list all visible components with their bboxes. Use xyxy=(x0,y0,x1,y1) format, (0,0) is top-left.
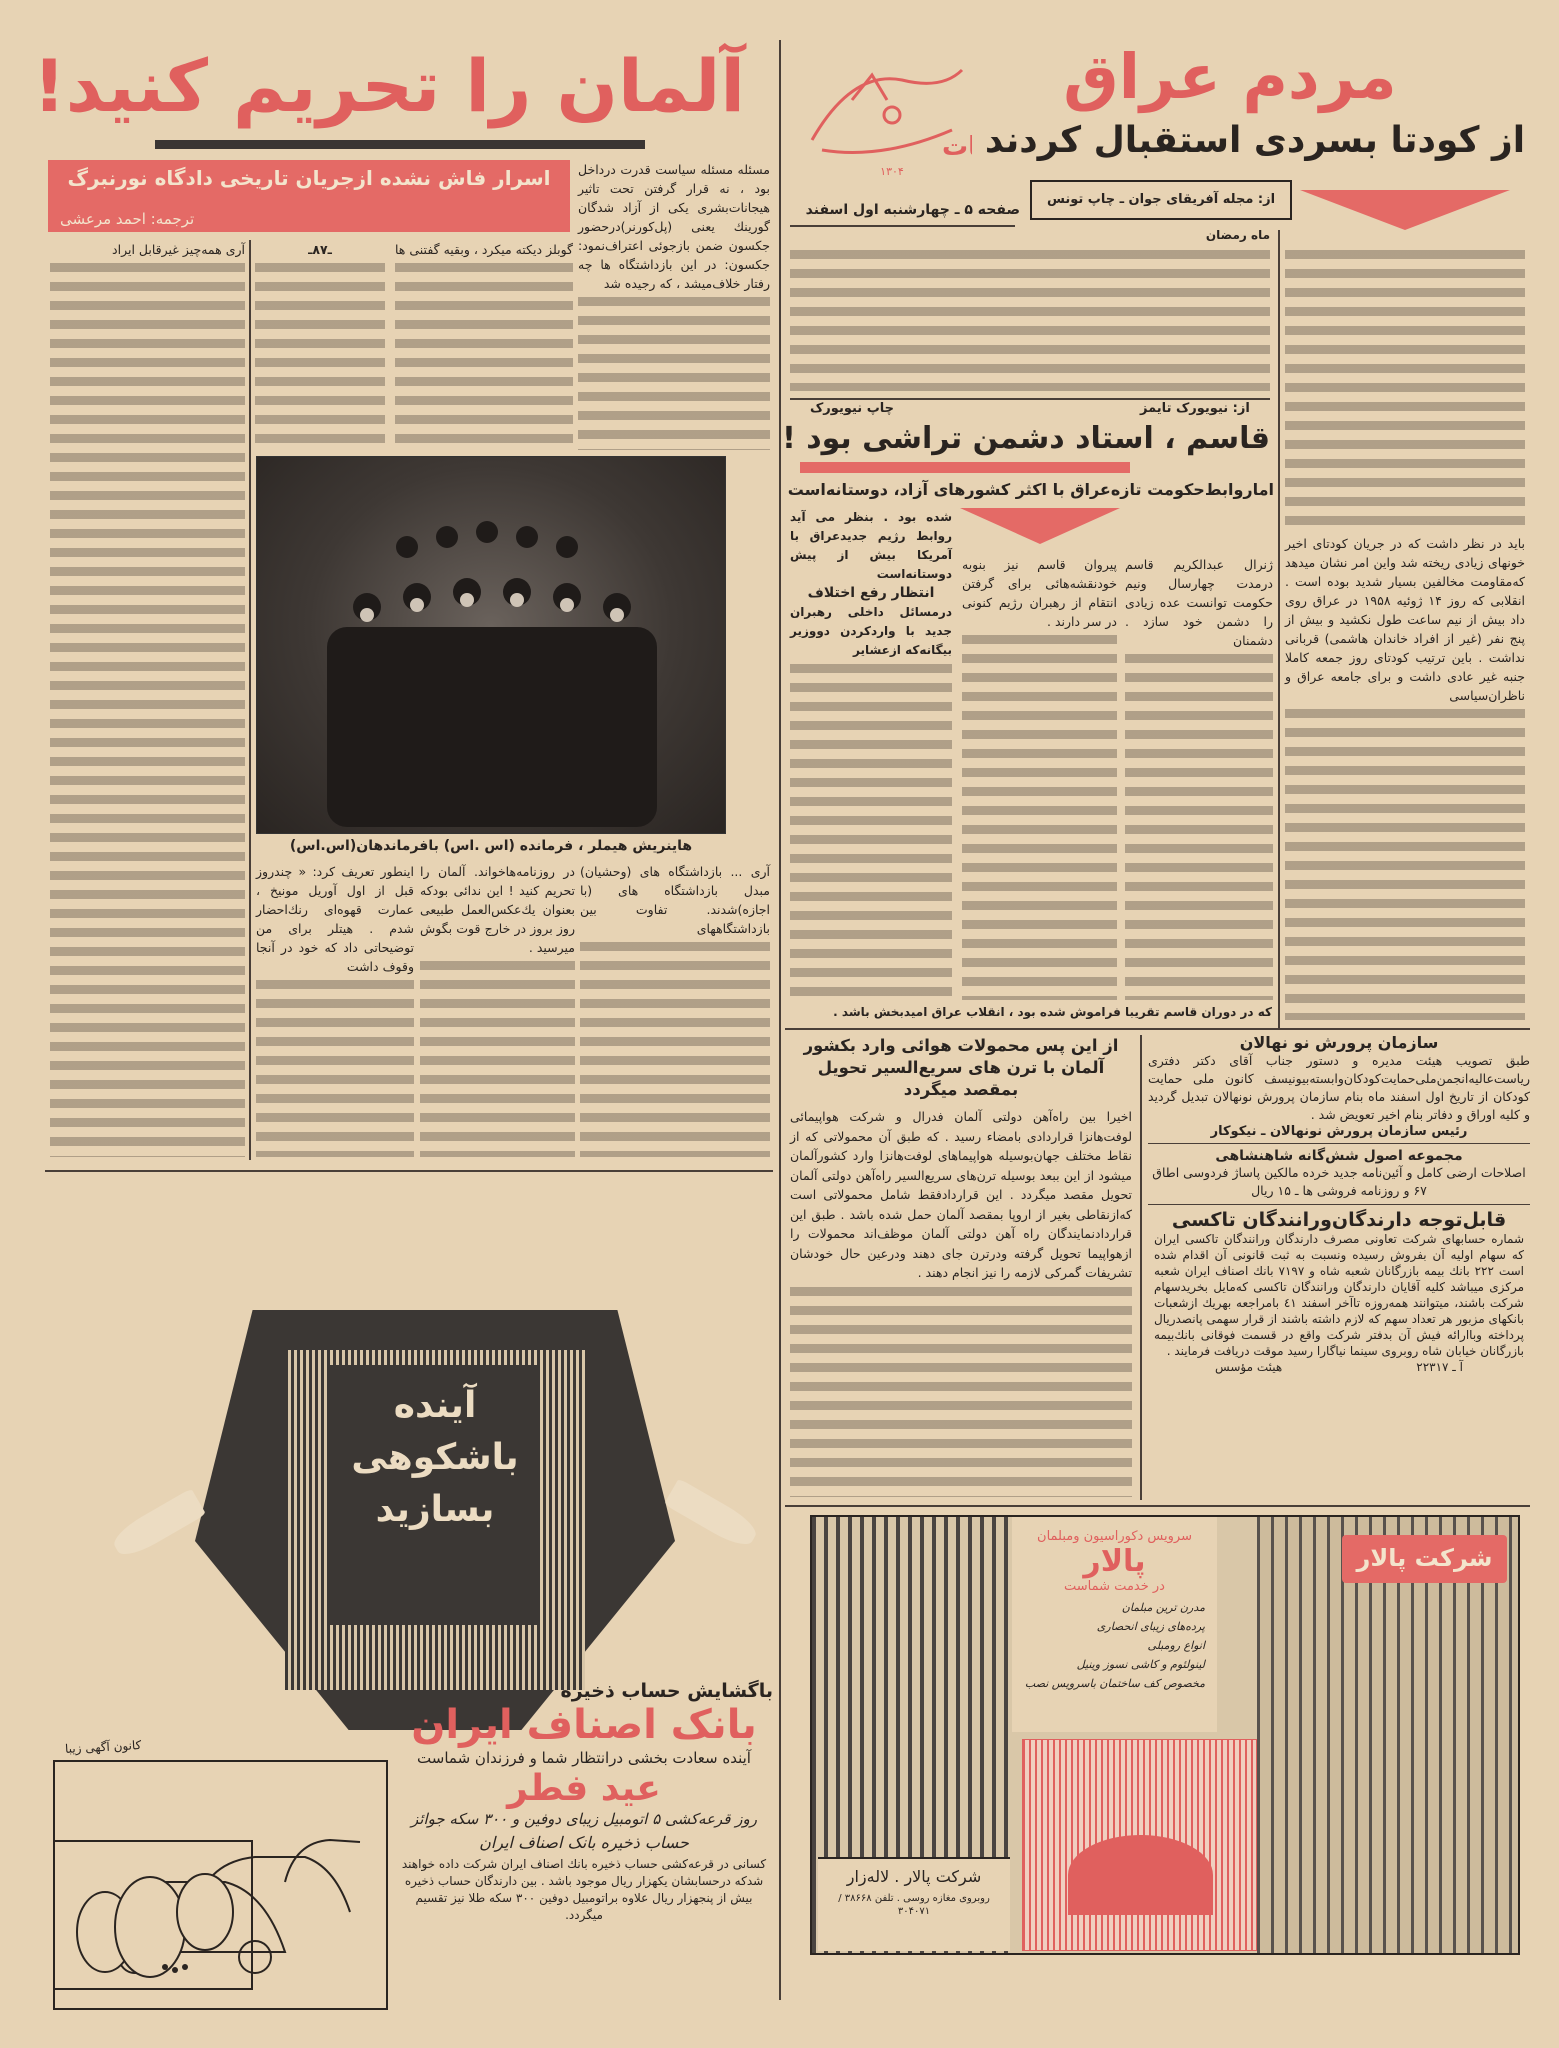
section-rule xyxy=(785,1505,1530,1507)
story-col3-subhead: انتظار رفع اختلاف xyxy=(807,585,935,601)
text-column-texture xyxy=(255,263,385,450)
article-col-2: گوبلز دیکته میکرد ، وبقیه گفتنی ها xyxy=(394,242,573,257)
text-column-texture xyxy=(256,980,414,1157)
notice-footer xyxy=(1148,1359,1530,1375)
notices-column xyxy=(1148,1033,1530,1375)
notice-nonahalan xyxy=(1148,1033,1530,1144)
cargo-headline: از این پس محمولات هوائی وارد بکشور آلمان با ترن های سریع‌السیر تحویل بمقصد میگردد xyxy=(803,1036,1119,1099)
caption-col-3-wrap xyxy=(256,862,414,1157)
story-subheadline: اماروابط‌حکومت تازه‌عراق با اکثر کشورهای آزاد، دوستانه‌است xyxy=(787,480,1274,499)
eid-fitr-title: عید فطر xyxy=(507,1768,661,1809)
article-col-3: آری همه‌چیز غیرقابل ایراد xyxy=(112,242,245,257)
text-column-texture xyxy=(50,263,245,1157)
ss-officers-photo xyxy=(256,456,726,834)
palar-address: روبروی مغازه روسی . تلفن ۳۸۶۶۸ / ۳۰۴۰۷۱ xyxy=(838,1893,990,1917)
money-bags-illustration xyxy=(53,1840,253,1990)
text-column-texture xyxy=(1125,654,1273,1000)
phone: ۳۰۴۰۷۱ xyxy=(897,1906,931,1917)
notice-text: اصلاحات ارضی کامل و آئین‌نامه جدید خرده مالکین پاساژ فردوسی اطاق ۶۷ و روزنامه فروشی ها ـ ۱۵ ریال xyxy=(1152,1165,1526,1198)
story-col-1-wrap xyxy=(1125,555,1273,1000)
notice-title: قابل‌توجه دارندگان‌ورانندگان تاکسی xyxy=(1171,1209,1507,1231)
palar-banner: شرکت پالار xyxy=(1342,1535,1507,1583)
article-col-1: مسئله مسئله سیاست قدرت درداخل بود ، نه قرار گرفتن تحت تاثیر هیجانات‌بشری یکی از آزاد شدگان گورینك یعنی (پل‌کورنر)درحضور جکسون ضمن بازجوئی اعتراف‌نمود: جکسون: در این بازداشتگاه ها چه رفتار خلاف‌میشد ، که رجیده شد xyxy=(578,162,770,291)
palar-item: مدرن ترین مبلمان xyxy=(1121,1601,1205,1614)
right-col-text: باید در نظر داشت که در جریان کودتای اخیر خونهای زیادی ریخته شد واین امر نشان میدهد که‌مقاومت مخالفین بسیار شدید بوده است . انقلابی که روز ۱۴ ژوئیه ۱۹۵۸ در عراق روی داد بیش از نیم ساعت طول نکشید و بیش از پنج نفر (غیر از افراد خاندان هاشمی) قربانی نداشت . باین ترتیب کودتای روز جمعه کاملا جنبه غیر عادی داشت و برای جامعه عراق و ناظران‌سیاسی xyxy=(1285,536,1525,703)
palar-item: مخصوص کف ساختمان باسرویس نصب xyxy=(1024,1677,1205,1690)
account-name: حساب ذخیره بانک اصناف ایران xyxy=(479,1833,689,1852)
text-column-texture xyxy=(580,942,770,1157)
hand-left-icon xyxy=(109,1488,206,1561)
notice-signature: رئیس سازمان پرورش نونهالان ـ نیکوکار xyxy=(1210,1124,1468,1139)
text-column-texture xyxy=(578,297,770,450)
nyt-print: چاپ نیویورک xyxy=(810,401,895,416)
slogan-line: بسازید xyxy=(375,1489,495,1530)
palar-text-panel xyxy=(1012,1517,1217,1732)
red-bar xyxy=(800,462,1130,473)
story-col3-text: درمسائل داخلی رهبران جدید با واردکردن دووزیر بیگانه‌که ازعشایر xyxy=(790,605,952,657)
palar-company: شرکت پالار . لاله‌زار xyxy=(846,1867,982,1886)
page-date: صفحه ۵ ـ چهارشنبه اول اسفند xyxy=(805,202,1020,218)
palar-at-service: در خدمت شماست xyxy=(1064,1579,1165,1594)
notice-text: شماره حسابهای شرکت تعاونی مصرف دارندگان ورانندگان تاکسی ایران که سهام اولیه آن بفروش رسیده ونسبت به ثبت قانونی آن اقدام شده است ۲۲۲ بانك بیمه بازرگانان شعبه شاه و ۷۱۹۷ بانك اصناف ایران شعبه مرکزی میباشد کلیه آقایان دارندگان ورانندگان تاکسی که‌مایل بخریدسهام شرکت باشند، میتوانند همه‌روزه تاآخر اسفند ٤١ بامراجعه بهریك ازشعبات بانکهای مزبور هر تعداد سهم که لازم داشته باشند از قرار سهمی پانصدریال پرداخته وباارائه فیش آن بدفتر شرکت واقع در قسمت فوقانی بانك‌بیمه بازرگانان خیابان شاه روبروی سینما نیاگارا رسید موقت دریافت فرمایند . xyxy=(1154,1232,1524,1358)
red-arrow-icon xyxy=(1300,190,1510,230)
palar-service: سرویس دکوراسیون ومبلمان xyxy=(1037,1529,1192,1544)
notice-six-principles xyxy=(1148,1144,1530,1205)
address-text: روبروی مغازه روسی . تلفن xyxy=(874,1893,990,1904)
notice-code: آ ـ ۲۲۳۱۷ xyxy=(1416,1360,1463,1374)
caption-col-3: اینطور تعریف کرد: « چندروز قبل از اول آوریل مونیخ ، عمارت قهوه‌ای رنك‌احضار شدم . هیتلر برای من توضیحاتی داد که خود در آنجا وقوف داشت xyxy=(256,864,414,974)
notice-title: مجموعه اصول شش‌گانه شاهنشاهی xyxy=(1215,1148,1463,1164)
bank-ad-text xyxy=(395,1680,773,1924)
story-col-3 xyxy=(790,508,952,1000)
story-col-2-wrap xyxy=(962,555,1117,1000)
text-column-texture xyxy=(420,961,575,1157)
nuremberg-banner xyxy=(48,160,570,232)
photo-caption: هاینریش هیملر ، فرمانده (اس .اس) بافرماندهان(اس.اس) xyxy=(289,838,693,854)
palar-items xyxy=(1012,1594,1217,1693)
caption-col-1: آری ... بازداشتگاه های (وحشیان) مبدل بازداشتگاه های (با اجازه)شدند. تفاوت بین بازداشتگاههای xyxy=(580,864,770,936)
ettelaat-logo xyxy=(792,60,972,180)
lottery-details: کسانی در قرعه‌کشی حساب ذخیره بانك اصناف ایران شرکت داده خواهند شدکه درحسابشان یکهزار ریال موجود باشد . بین دارندگان حساب ذخیره بیش از پنجهزار ریال علاوه براتومبیل دوفین ۳۰۰ سکه طلا نیز تقسیم میگردد. xyxy=(401,1857,767,1922)
cargo-text: اخیرا بین راه‌آهن دولتی آلمان فدرال و شرکت هواپیمائی لوفت‌هانزا قراردادی بامضاء رسید . که طبق آن محمولاتی که از نقاط مختلف جهان‌بوسیله هواپیماهای لوفت‌هانزا وارد کشورآلمان میشود از این ببعد بوسیله ترن‌های سریع‌السیر راه‌آهن دولتی آلمان تحویل مقصد میگردد . این قراردادفقط شامل محمولاتی است که‌ازنقاطی بغیر از اروپا بمقصد آلمان حمل شده باشد . طبق این قراردادنمایندگان راه آهن دولتی آلمان موظف‌اند محمولات را ازهواپیما تحویل گرفته ودرترن جای دهند ودرعین حال خودشان تشریفات گمرکی لازمه را نیز انجام دهند . xyxy=(790,1109,1132,1280)
palar-item: لینولئوم و کاشی نسوز وینیل xyxy=(1076,1658,1205,1671)
photo-figures xyxy=(257,457,727,833)
notice-signature: هیئت مؤسس xyxy=(1215,1360,1283,1374)
subheadline-cold-reception: از کودتا بسردی استقبال کردند xyxy=(984,120,1526,161)
text-column-texture xyxy=(790,250,1270,391)
bank-name: بانک اصناف ایران xyxy=(411,1702,757,1748)
headline-boycott-germany: آلمان را تحریم کنید! xyxy=(32,44,745,128)
story-rule xyxy=(790,398,1270,400)
text-column-texture xyxy=(962,635,1117,1000)
text-column-texture xyxy=(790,1287,1132,1498)
section-ramadan: ماه رمضان xyxy=(1205,228,1270,242)
palar-ad xyxy=(810,1515,1520,1955)
caption-col-2: در روزنامه‌هاخواند. آلمان را تحریم کنید ! این ندائی بودکه بعنوان یك‌عکس‌العمل طبیعی روز بروز در خارج قوت بگوش میرسید . xyxy=(420,864,575,955)
svg-text:اطلاعات: ت xyxy=(942,132,969,162)
banner-title: اسرار فاش نشده ازجریان تاریخی دادگاه نورنبرگ xyxy=(67,166,551,190)
caption-col-1-wrap xyxy=(580,862,770,1157)
installment-col-wrap xyxy=(255,240,385,450)
winged-figure-logo-icon xyxy=(792,60,972,180)
palar-item: پرده‌های زیبای انحصاری xyxy=(1096,1620,1205,1633)
column-rule xyxy=(1140,1035,1142,1500)
translator-credit: ترجمه: احمد مرعشی xyxy=(60,210,195,228)
article-col-3-wrap xyxy=(50,240,245,1157)
date-rule xyxy=(790,225,1015,227)
palar-contact xyxy=(818,1857,1010,1951)
article-col-2-wrap xyxy=(395,240,573,450)
story-col3-lead: شده بود . بنظر می آید روابط رژیم جدیدعراق با آمریکا بیش از پیش دوستانه‌است xyxy=(790,510,952,581)
column-rule xyxy=(249,240,251,1160)
nyt-source: از: نیویورک تایمز xyxy=(1140,401,1250,416)
cargo-article xyxy=(790,1035,1132,1497)
ad-intro: باگشایش حساب ذخیره xyxy=(560,1680,773,1702)
red-curtain-window xyxy=(1022,1739,1257,1951)
story-headline: قاسم ، استاد دشمن تراشی بود ! xyxy=(782,421,1270,456)
story-col-1: ژنرال عبدالکریم قاسم درمدت چهارسال ونیم حکومت توانست عده زیادی را دشمن خود سازد . دشمنان xyxy=(1125,557,1273,648)
article-col-1-wrap xyxy=(578,160,770,450)
right-col-wrap xyxy=(1285,250,1525,1020)
hand-right-icon xyxy=(664,1478,761,1551)
slogan-line: آینده xyxy=(393,1385,477,1426)
red-arrow-icon xyxy=(960,508,1120,544)
caption-col-2-wrap xyxy=(420,862,575,1157)
text-column-texture xyxy=(1285,709,1525,1020)
story-col-2: پیروان قاسم نیز بنوبه خودنقشه‌هائی برای گرفتن انتقام از رهبران رژیم کنونی در سر دارند . xyxy=(962,557,1117,629)
notice-text: طبق تصویب هیئت مدیره و دستور جناب آقای دکتر دفتری ریاست‌عالیه‌انجمن‌ملی‌حمایت‌کودکان‌وابسته‌بیونیسف کانون ملی حمایت کودکان از تاریخ اول اسفند ماه بنام سازمان پرورش نونهالان تبدیل گردید و کلیه اوراق و دفاتر بنام اخیر تعویض شد . xyxy=(1148,1053,1530,1122)
headline-underline xyxy=(155,140,645,149)
column-rule xyxy=(1278,230,1280,1030)
source-box: از: مجله آفریقای جوان ـ چاپ تونس xyxy=(1030,180,1292,220)
story-end: که در دوران قاسم تقریبا فراموش شده بود ، انقلاب عراق امیدبخش باشد . xyxy=(833,1005,1272,1019)
lottery-text: روز قرعه‌کشی ۵ اتومبیل زیبای دوفین و ۳۰۰ سکه جوائز xyxy=(411,1810,757,1828)
ad-agency: کانون آگهی زیبا xyxy=(64,1738,142,1756)
bank-tagline: آینده سعادت بخشی درانتظار شما و فرزندان شماست xyxy=(417,1749,751,1767)
svg-text:۱۳۰۴: ۱۳۰۴ xyxy=(880,165,904,178)
installment-number: ـ۸۷ـ xyxy=(308,242,332,257)
notice-title: سازمان پرورش نو نهالان xyxy=(1239,1033,1439,1052)
section-rule xyxy=(45,1170,773,1172)
palar-item: انواع رومبلی xyxy=(1147,1639,1205,1652)
text-column-texture xyxy=(1285,250,1525,530)
palar-brand: پالار xyxy=(1083,1544,1146,1579)
text-column-texture xyxy=(395,263,573,450)
phone: ۳۸۶۶۸ xyxy=(844,1893,872,1904)
notice-taxi xyxy=(1148,1205,1530,1375)
slogan-line: باشکوهی xyxy=(351,1437,519,1478)
window-plants xyxy=(1068,1835,1213,1915)
ad-slogan xyxy=(330,1380,540,1536)
money-bag-icon xyxy=(55,1842,251,1988)
page-divider xyxy=(779,40,781,2000)
section-rule xyxy=(785,1028,1530,1030)
headline-iraq-people: مردم عراق xyxy=(1063,40,1397,113)
text-column-texture xyxy=(790,664,952,1000)
